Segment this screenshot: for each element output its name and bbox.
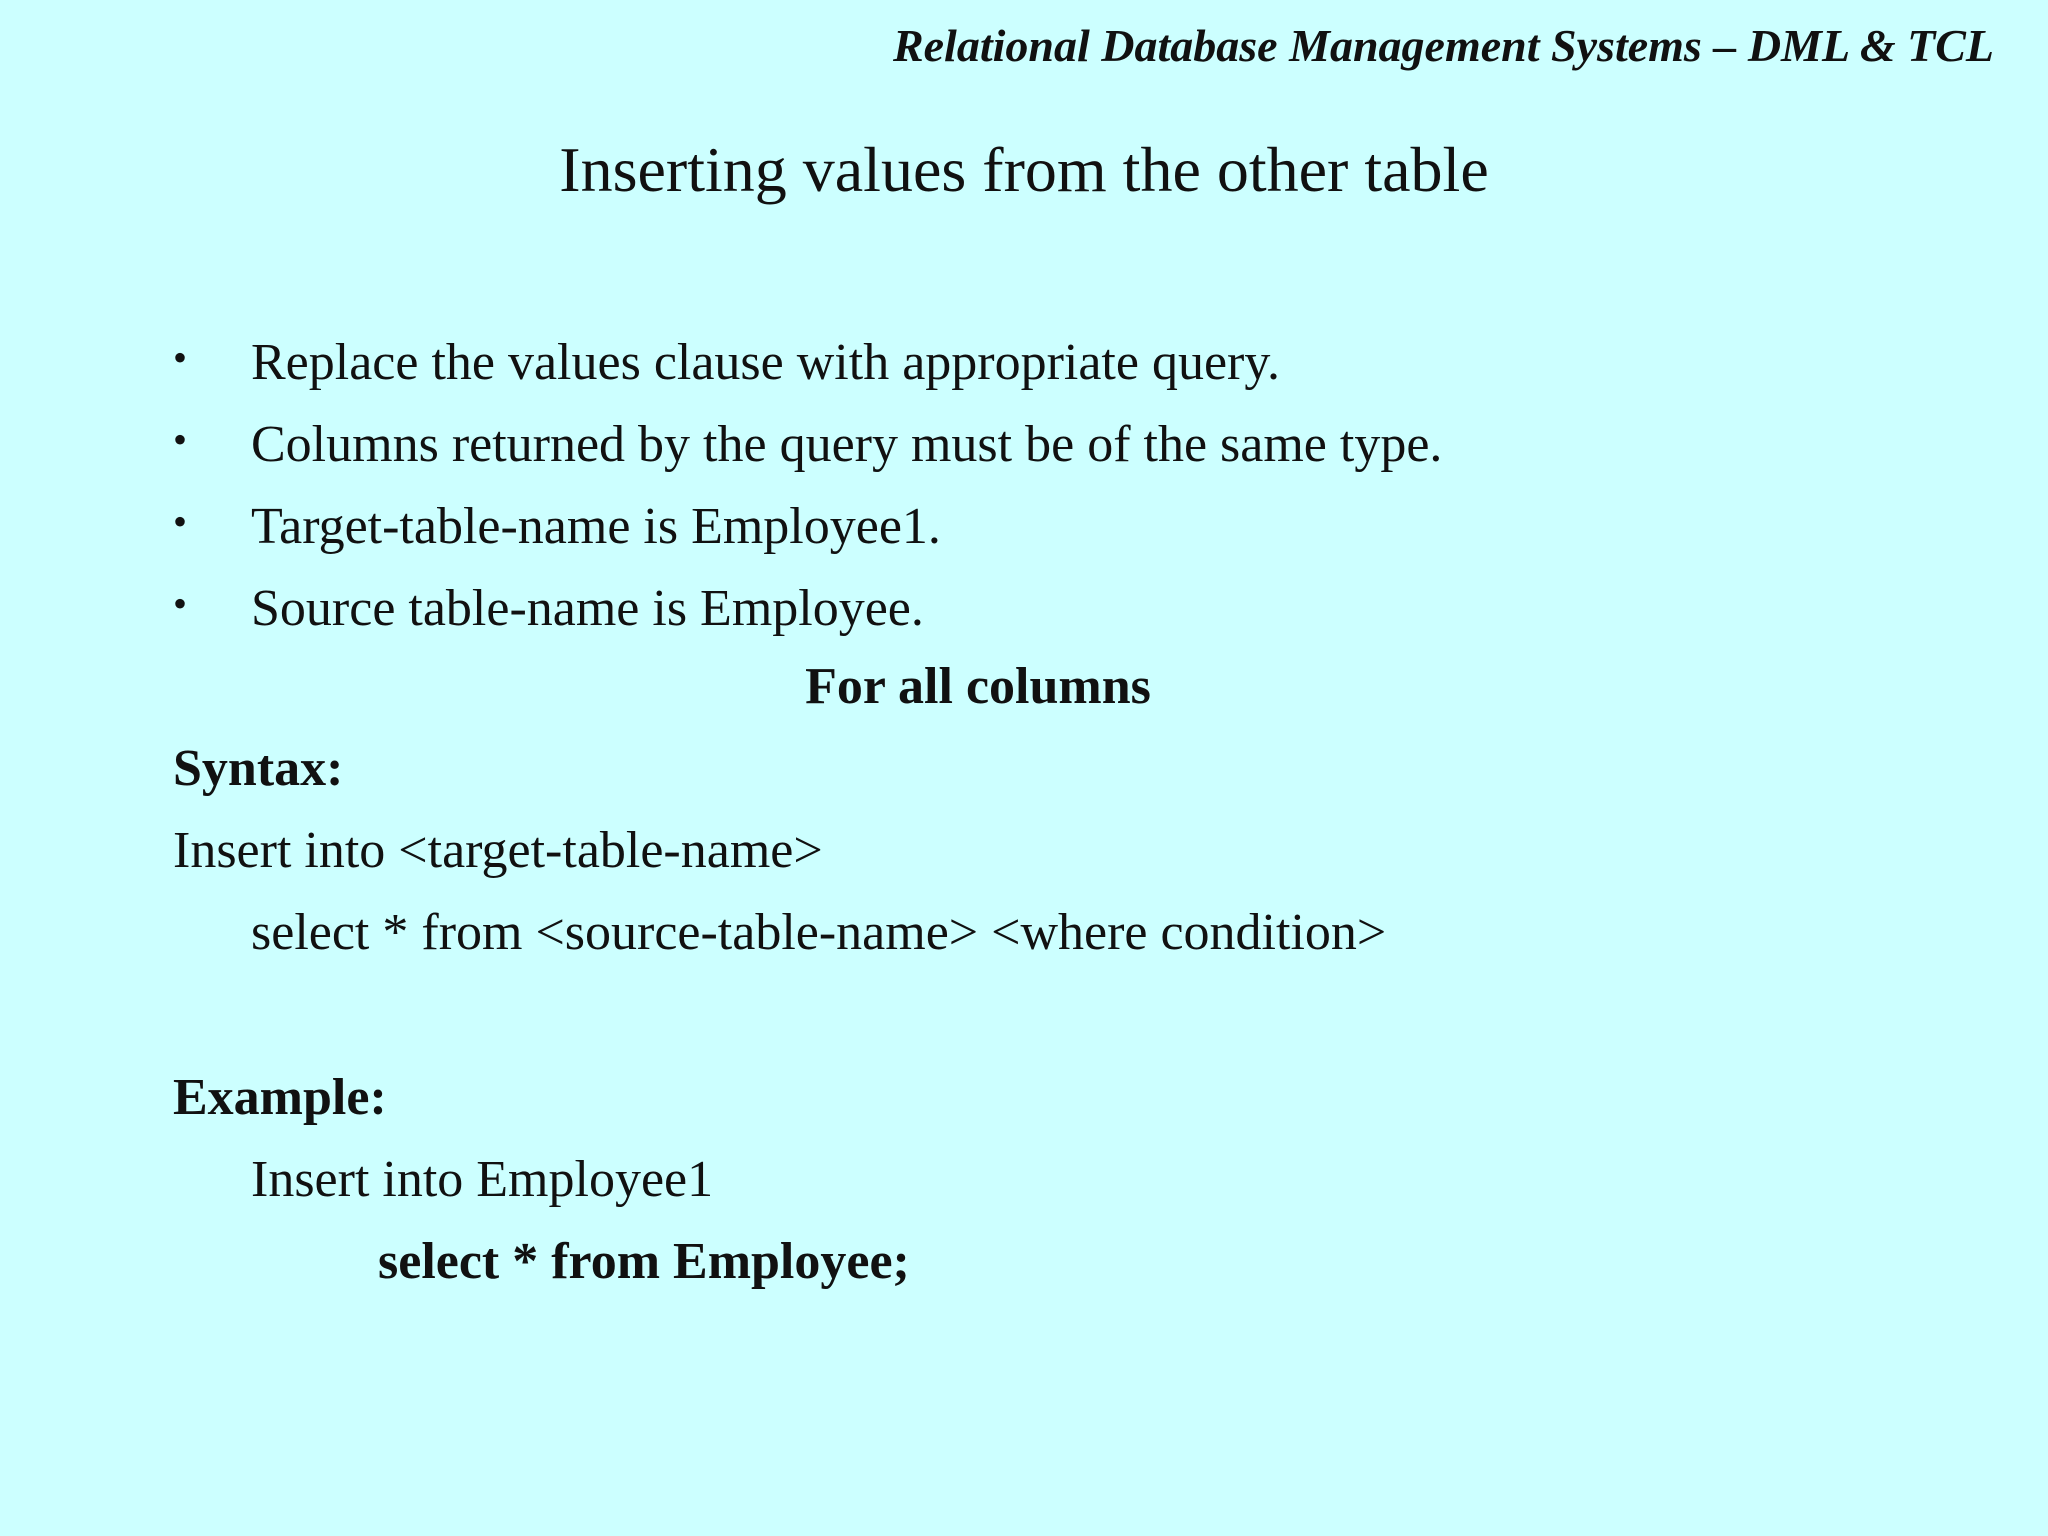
- bullet-item: [173, 404, 1442, 486]
- bullet-icon: •: [173, 499, 188, 544]
- bullet-icon: •: [173, 335, 188, 380]
- example-line-insert: Insert into Employee1: [251, 1151, 714, 1208]
- bullet-item: [173, 568, 1442, 650]
- bullet-text: Replace the values clause with appropriate query.: [251, 334, 1280, 391]
- syntax-label: Syntax:: [173, 740, 344, 797]
- bullet-text: Target-table-name is Employee1.: [251, 498, 941, 555]
- example-line-select: select * from Employee;: [378, 1233, 910, 1290]
- bullet-item: [173, 322, 1442, 404]
- for-all-columns-heading: For all columns: [805, 658, 1151, 715]
- bullet-item: [173, 486, 1442, 568]
- slide-title: Inserting values from the other table: [559, 134, 1489, 205]
- bullet-icon: •: [173, 581, 188, 626]
- syntax-line-select: select * from <source-table-name> <where condition>: [251, 904, 1387, 961]
- slide-header: Relational Database Management Systems – DML & TCL: [892, 20, 1994, 71]
- bullet-list: [173, 322, 1442, 650]
- syntax-line-insert: Insert into <target-table-name>: [173, 822, 823, 879]
- bullet-icon: •: [173, 417, 188, 462]
- bullet-text: Source table-name is Employee.: [251, 580, 924, 637]
- bullet-text: Columns returned by the query must be of the same type.: [251, 416, 1443, 473]
- example-label: Example:: [173, 1069, 387, 1126]
